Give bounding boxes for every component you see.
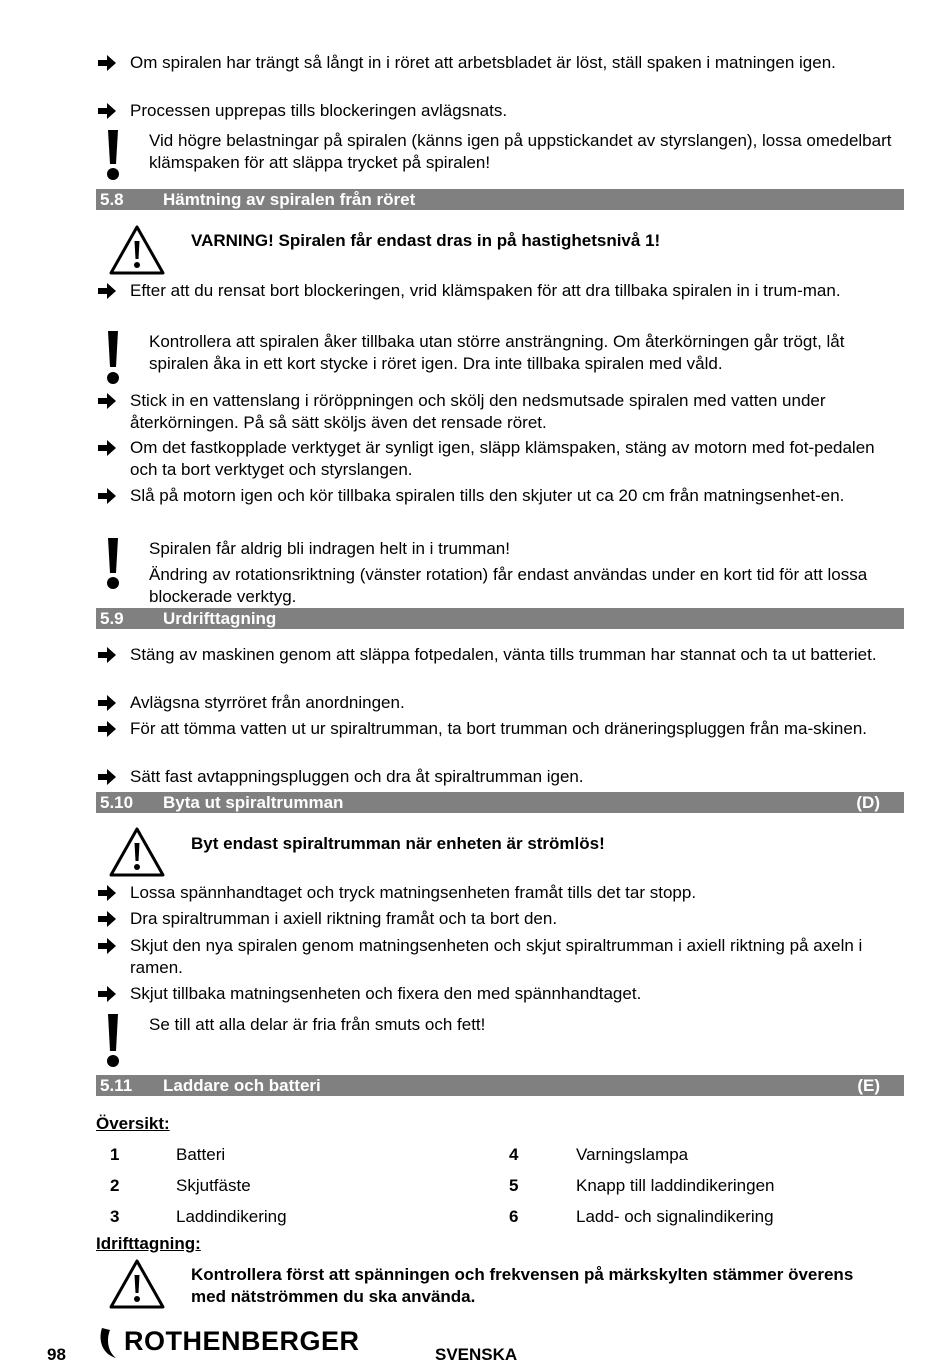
brand-logo (96, 1322, 360, 1362)
caution-note: Kontrollera att spiralen åker tillbaka utan större ansträngning. Om återkörningen går trögt, låt spiralen åka in ett kort stycke i röret igen. Dra inte tillbaka spiralen med våld. (96, 331, 906, 375)
footer-language: SVENSKA (435, 1345, 518, 1364)
list-item: Skjut tillbaka matningsenheten och fixera den med spännhandtaget. (96, 983, 906, 1005)
section-header-5-9: 5.9 Urdrifttagning (96, 608, 904, 629)
arrow-right-icon (96, 645, 118, 665)
overview-heading: Översikt: (96, 1114, 170, 1133)
list-item: Om det fastkopplade verktyget är synligt igen, släpp klämspaken, stäng av motorn med fot-pedalen och ta bort verktyget och styrslangen. (96, 437, 906, 481)
warning-triangle-icon (108, 1258, 166, 1310)
list-item: Avlägsna styrröret från anordningen. (96, 692, 906, 714)
list-item: Dra spiraltrumman i axiell riktning framåt och ta bort den. (96, 908, 906, 930)
list-item: Om spiralen har trängt så långt in i röret att arbetsbladet är löst, ställ spaken i matningen igen. (96, 52, 906, 74)
page-number: 98 (47, 1345, 66, 1364)
list-item: Slå på motorn igen och kör tillbaka spiralen tills den skjuter ut ca 20 cm från matningsenhet-en. (96, 485, 906, 507)
caution-note: Spiralen får aldrig bli indragen helt in i trumman! Ändring av rotationsriktning (vänster rotation) får endast användas under en kort tid för att lossa blockerade verktyg. (96, 538, 906, 608)
overview-row: 1 Batteri 4 Varningslampa (110, 1145, 689, 1164)
arrow-right-icon (96, 101, 118, 121)
exclamation-icon (106, 130, 120, 180)
arrow-right-icon (96, 936, 118, 956)
arrow-right-icon (96, 767, 118, 787)
overview-row: 3 Laddindikering 6 Ladd- och signalindikering (110, 1207, 774, 1226)
arrow-right-icon (96, 391, 118, 411)
arrow-right-icon (96, 281, 118, 301)
overview-row: 2 Skjutfäste 5 Knapp till laddindikeringen (110, 1176, 775, 1195)
list-item: Stick in en vattenslang i röröppningen och skölj den nedsmutsade spiralen med vatten under återkörningen. På så sätt sköljs även det rensade röret. (96, 390, 906, 434)
list-item: För att tömma vatten ut ur spiraltrumman, ta bort trumman och dräneringspluggen från ma-skinen. (96, 718, 906, 740)
arrow-right-icon (96, 719, 118, 739)
list-item: Sätt fast avtappningspluggen och dra åt spiraltrumman igen. (96, 766, 906, 788)
caution-note: Se till att alla delar är fria från smuts och fett! (96, 1014, 906, 1036)
exclamation-icon (106, 331, 120, 385)
exclamation-icon (106, 538, 120, 590)
section-header-5-11: 5.11 Laddare och batteri (E) (96, 1075, 904, 1096)
section-header-5-8: 5.8 Hämtning av spiralen från röret (96, 189, 904, 210)
list-item: Efter att du rensat bort blockeringen, vrid klämspaken för att dra tillbaka spiralen in i trum-man. (96, 280, 906, 302)
arrow-right-icon (96, 486, 118, 506)
arrow-right-icon (96, 693, 118, 713)
arrow-right-icon (96, 438, 118, 458)
arrow-right-icon (96, 53, 118, 73)
list-item: Stäng av maskinen genom att släppa fotpedalen, vänta tills trumman har stannat och ta ut batteriet. (96, 644, 906, 666)
list-item: Skjut den nya spiralen genom matningsenheten och skjut spiraltrumman i axiell riktning på axeln i ramen. (96, 935, 906, 979)
arrow-right-icon (96, 909, 118, 929)
arrow-right-icon (96, 883, 118, 903)
commissioning-heading: Idrifttagning: (96, 1234, 201, 1253)
warning-triangle-icon (108, 224, 166, 276)
caution-note: Vid högre belastningar på spiralen (känns igen på uppstickandet av styrslangen), lossa omedelbart klämspaken för att släppa trycket på spiralen! (96, 130, 906, 174)
arrow-right-icon (96, 984, 118, 1004)
list-item: Processen upprepas tills blockeringen avlägsnats. (96, 100, 906, 122)
section-header-5-10: 5.10 Byta ut spiraltrumman (D) (96, 792, 904, 813)
list-item: Lossa spännhandtaget och tryck matningsenheten framåt tills det tar stopp. (96, 882, 906, 904)
warning-triangle-icon (108, 826, 166, 878)
exclamation-icon (106, 1014, 120, 1068)
brand-name: ROTHENBERGER (124, 1326, 360, 1356)
